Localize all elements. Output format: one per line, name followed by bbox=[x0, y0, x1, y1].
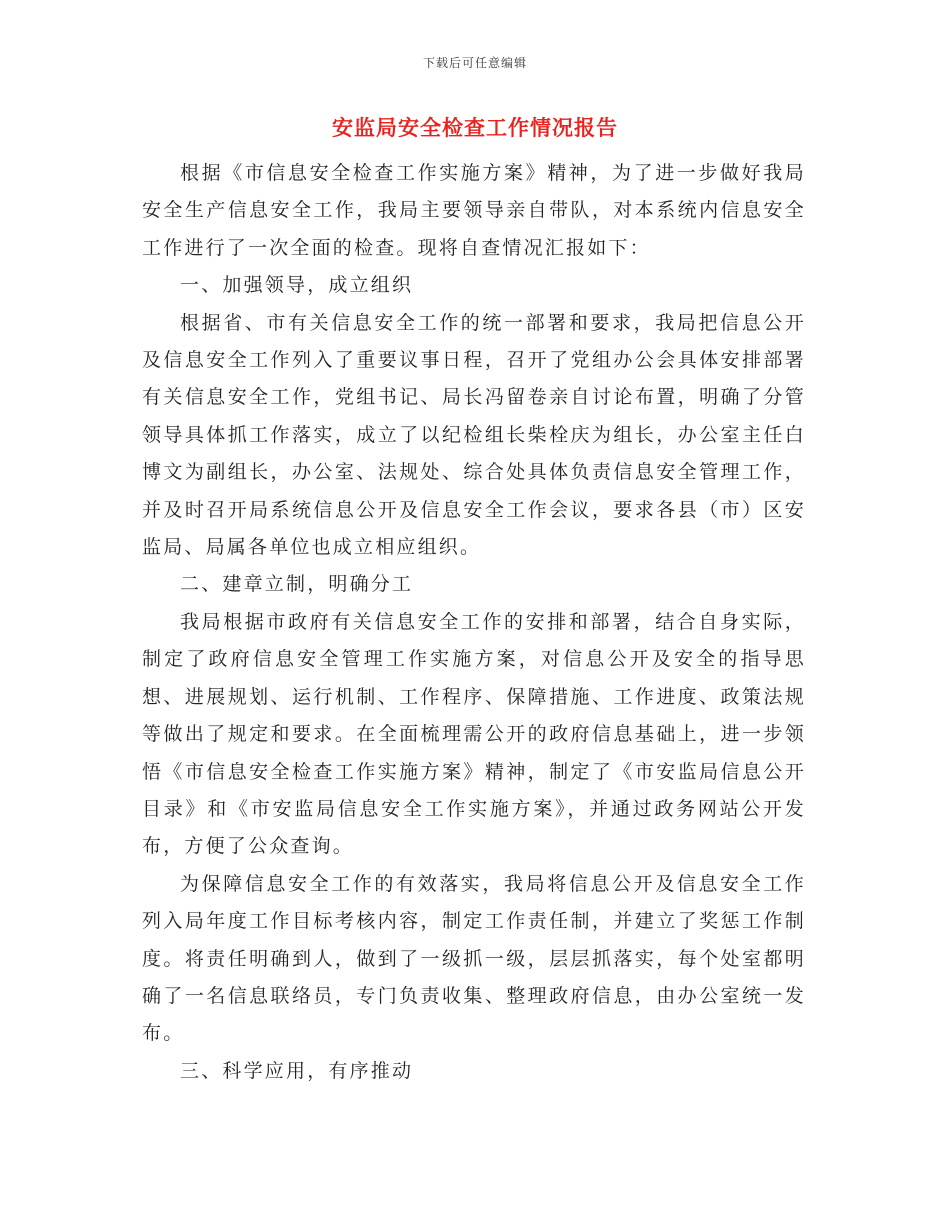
section-heading-2: 二、建章立制，明确分工 bbox=[180, 573, 414, 596]
paragraph-regulations: 我局根据市政府有关信息安全工作的安排和部署，结合自身实际，制定了政府信息安全管理工作实施方案，对信息公开及安全的指导思想、进展规划、运行机制、工作程序、保障措施、工作进度、政策法规等做出了规定和要求。在全面梳理需公开的政府信息基础上，进一步领悟《市信息安全检查工作实施方案》精神，制定了《市安监局信息公开目录》和《市安监局信息安全工作实施方案》，并通过政务网站公开发布，方便了公众查询。 bbox=[142, 610, 806, 858]
section-heading-1: 一、加强领导，成立组织 bbox=[180, 274, 414, 297]
header-note: 下载后可任意编辑 bbox=[422, 56, 527, 70]
document-body bbox=[142, 155, 806, 1090]
section-heading-3: 三、科学应用，有序推动 bbox=[180, 1059, 414, 1082]
paragraph-responsibility: 为保障信息安全工作的有效落实，我局将信息公开及信息安全工作列入局年度工作目标考核内容，制定工作责任制，并建立了奖惩工作制度。将责任明确到人，做到了一级抓一级，层层抓落实，每个处室都明确了一名信息联络员，专门负责收集、整理政府信息，由办公室统一发布。 bbox=[142, 872, 806, 1045]
paragraph-intro: 根据《市信息安全检查工作实施方案》精神，为了进一步做好我局安全生产信息安全工作，我局主要领导亲自带队，对本系统内信息安全工作进行了一次全面的检查。现将自查情况汇报如下： bbox=[142, 162, 806, 259]
document-title: 安监局安全检查工作情况报告 bbox=[332, 115, 618, 140]
paragraph-leadership: 根据省、市有关信息安全工作的统一部署和要求，我局把信息公开及信息安全工作列入了重要议事日程，召开了党组办公会具体安排部署有关信息安全工作，党组书记、局长冯留卷亲自讨论布置，明确了分管领导具体抓工作落实，成立了以纪检组长柴栓庆为组长，办公室主任白博文为副组长，办公室、法规处、综合处具体负责信息安全管理工作，并及时召开局系统信息公开及信息安全工作会议，要求各县（市）区安监局、局属各单位也成立相应组织。 bbox=[142, 311, 806, 559]
